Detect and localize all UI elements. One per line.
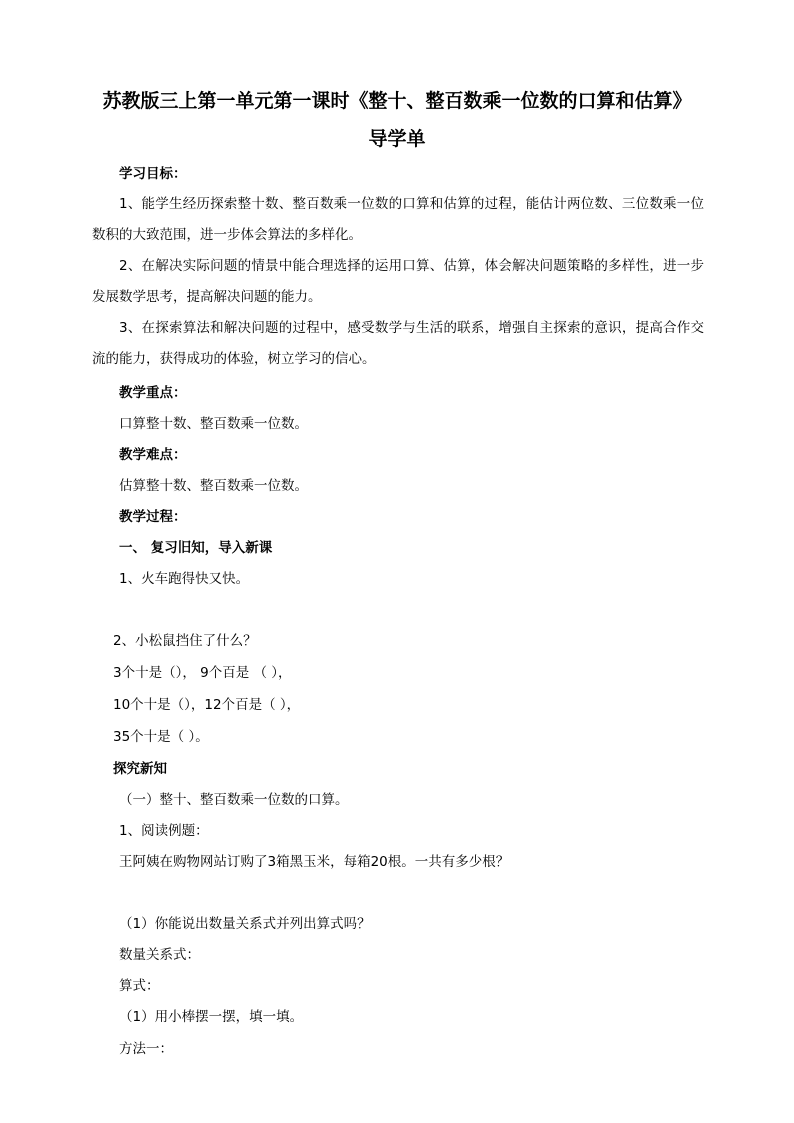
difficult-points-text: 估算整十数、整百数乘一位数。	[119, 478, 308, 494]
process-heading: 教学过程：	[119, 509, 187, 525]
goals-heading: 学习目标：	[119, 166, 187, 182]
section-1-heading: 一、 复习旧知，导入新课	[119, 540, 273, 556]
fill-blank-2: 10个十是（），12个百是（ ），	[113, 697, 301, 713]
review-item-1: 1、火车跑得快又快。	[119, 571, 250, 587]
relation-label: 数量关系式：	[119, 947, 200, 963]
document-title: 苏教版三上第一单元第一课时《整十、整百数乘一位数的口算和估算》	[102, 90, 692, 112]
key-points-heading: 教学重点：	[119, 385, 187, 401]
example-problem-text: 王阿姨在购物网站订购了3箱黑玉米，每箱20根。一共有多少根？	[119, 854, 510, 870]
question-2: （1）用小棒摆一摆，填一填。	[119, 1009, 304, 1025]
question-1: （1）你能说出数量关系式并列出算式吗？	[119, 916, 371, 932]
review-item-2: 2、小松鼠挡住了什么？	[113, 633, 257, 649]
document-subtitle: 导学单	[368, 128, 426, 150]
key-points-text: 口算整十数、整百数乘一位数。	[119, 416, 308, 432]
formula-label: 算式：	[119, 978, 160, 994]
subsection-1-heading: （一）整十、整百数乘一位数的口算。	[119, 792, 349, 808]
fill-blank-3: 35个十是（ ）。	[113, 729, 209, 745]
fill-blank-1: 3个十是（）， 9个百是 （ ），	[113, 665, 292, 681]
goal-2: 2、在解决实际问题的情景中能合理选择的运用口算、估算，体会解决问题策略的多样性，进一步发展数学思考，提高解决问题的能力。	[92, 258, 704, 305]
read-example-label: 1、阅读例题：	[119, 823, 209, 839]
goal-3: 3、在探索算法和解决问题的过程中，感受数学与生活的联系，增强自主探索的意识，提高合作交流的能力，获得成功的体验，树立学习的信心。	[92, 320, 704, 367]
difficult-points-heading: 教学难点：	[119, 447, 187, 463]
goal-1: 1、能学生经历探索整十数、整百数乘一位数的口算和估算的过程，能估计两位数、三位数乘一位数积的大致范围，进一步体会算法的多样化。	[92, 196, 704, 243]
method-1-label: 方法一：	[119, 1041, 173, 1057]
explore-heading: 探究新知	[113, 761, 167, 777]
